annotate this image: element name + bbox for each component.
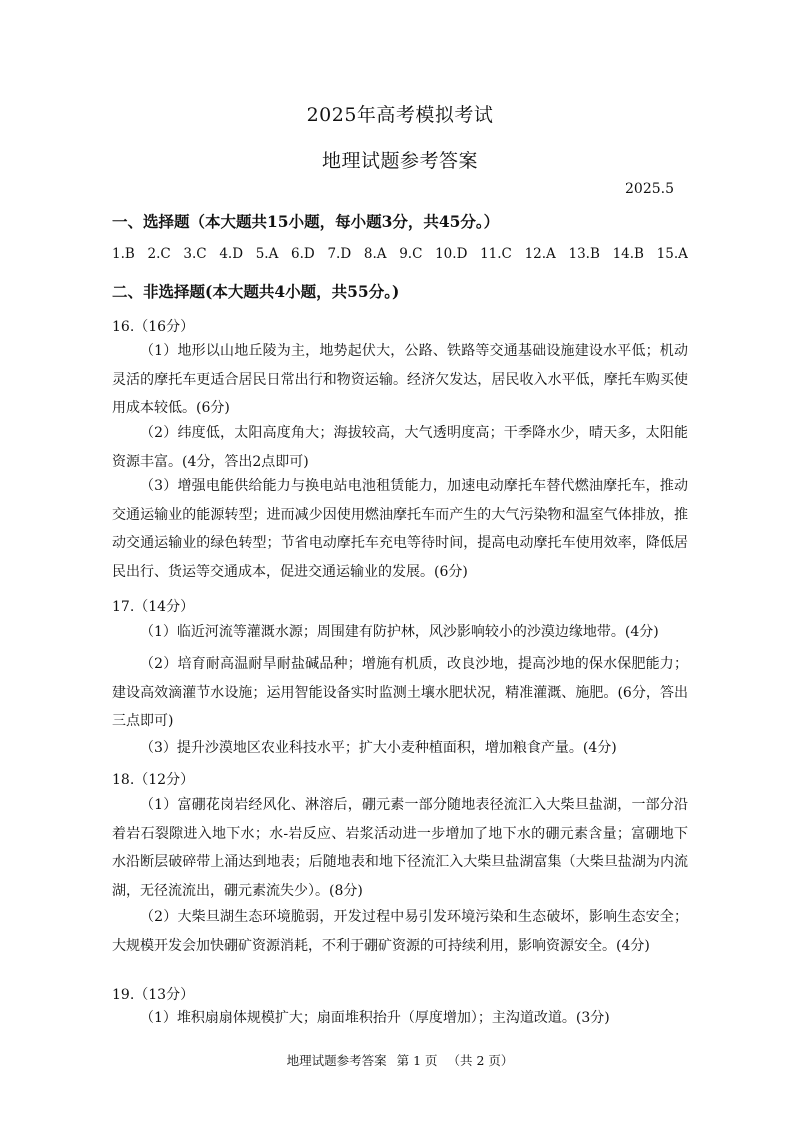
answer-item: 15.A (656, 246, 688, 262)
q19-header: 19.（13分） (112, 987, 195, 1003)
answer-item: 8.A (363, 246, 387, 262)
exam-subtitle: 地理试题参考答案 (321, 150, 478, 172)
q18-header: 18.（12分） (112, 772, 195, 788)
answer-item: 4.D (219, 246, 244, 262)
answer-item: 9.C (399, 246, 423, 262)
answer-item: 5.A (255, 246, 279, 262)
choice-answer-row (112, 246, 688, 262)
answer-item: 10.D (435, 246, 468, 262)
q18-answer-1: （1）富硼花岗岩经风化、淋溶后，硼元素一部分随地表径流汇入大柴旦盐湖，一部分沿着岩石裂隙进入地下水；水-岩反应、岩浆活动进一步增加了地下水的硼元素含量；富硼地下水沿断层破碎带上涌达到地表；后随地表和地下径流汇入大柴旦盐湖富集（大柴旦盐湖为内流湖，无径流流出，硼元素流失少）。(8分) (112, 797, 688, 899)
q16-answer-3: （3）增强电能供给能力与换电站电池租赁能力，加速电动摩托车替代燃油摩托车，推动交通运输业的能源转型；进而减少因使用燃油摩托车而产生的大气污染物和温室气体排放，推动交通运输业的绿色转型；节省电动摩托车充电等待时间，提高电动摩托车使用效率，降低居民出行、货运等交通成本，促进交通运输业的发展。(6分) (112, 478, 688, 580)
q16-answer-1: （1）地形以山地丘陵为主，地势起伏大，公路、铁路等交通基础设施建设水平低；机动灵活的摩托车更适合居民日常出行和物资运输。经济欠发达，居民收入水平低，摩托车购买使用成本较低。(6分) (112, 343, 688, 416)
answer-item: 2.C (147, 246, 171, 262)
q17-answer-2: （2）培育耐高温耐旱耐盐碱品种；增施有机质，改良沙地，提高沙地的保水保肥能力；建设高效滴灌节水设施；运用智能设备实时监测土壤水肥状况，精准灌溉、施肥。(6分，答出三点即可) (112, 656, 688, 729)
answer-item: 7.D (327, 246, 352, 262)
footer-page-total: （共 2 页） (447, 1053, 514, 1068)
answer-item: 3.C (183, 246, 207, 262)
footer-doc-title: 地理试题参考答案 (286, 1053, 387, 1068)
q16-answer-2: （2）纬度低，太阳高度角大；海拔较高，大气透明度高；干季降水少，晴天多，太阳能资源丰富。(4分，答出2点即可) (112, 425, 688, 470)
footer-page-number: 第 1 页 (396, 1053, 438, 1068)
q17-header: 17.（14分） (112, 599, 195, 615)
answer-item: 14.B (612, 246, 644, 262)
q19-answer-1: （1）堆积扇扇体规模扩大；扇面堆积抬升（厚度增加）；主沟道改道。(3分) (140, 1010, 610, 1026)
section2-heading: 二、非选择题(本大题共4小题，共55分。) (112, 282, 400, 301)
q16-header: 16.（16分） (112, 319, 195, 335)
q18-answer-2: （2）大柴旦湖生态环境脆弱，开发过程中易引发环境污染和生态破坏，影响生态安全；大规模开发会加快硼矿资源消耗，不利于硼矿资源的可持续利用，影响资源安全。(4分) (112, 909, 688, 954)
page-footer (0, 1051, 800, 1069)
answer-item: 12.A (524, 246, 556, 262)
section1-heading: 一、选择题（本大题共15小题，每小题3分，共45分。） (112, 212, 500, 231)
answer-item: 11.C (480, 246, 512, 262)
answer-item: 1.B (112, 246, 135, 262)
exam-date: 2025.5 (625, 181, 674, 197)
q17-answer-1: （1）临近河流等灌溉水源；周围建有防护林，风沙影响较小的沙漠边缘地带。(4分) (140, 624, 659, 640)
exam-title: 2025年高考模拟考试 (306, 104, 494, 126)
answer-item: 6.D (291, 246, 315, 262)
q17-answer-3: （3）提升沙漠地区农业科技水平；扩大小麦种植面积，增加粮食产量。(4分) (140, 740, 617, 756)
answer-item: 13.B (568, 246, 600, 262)
